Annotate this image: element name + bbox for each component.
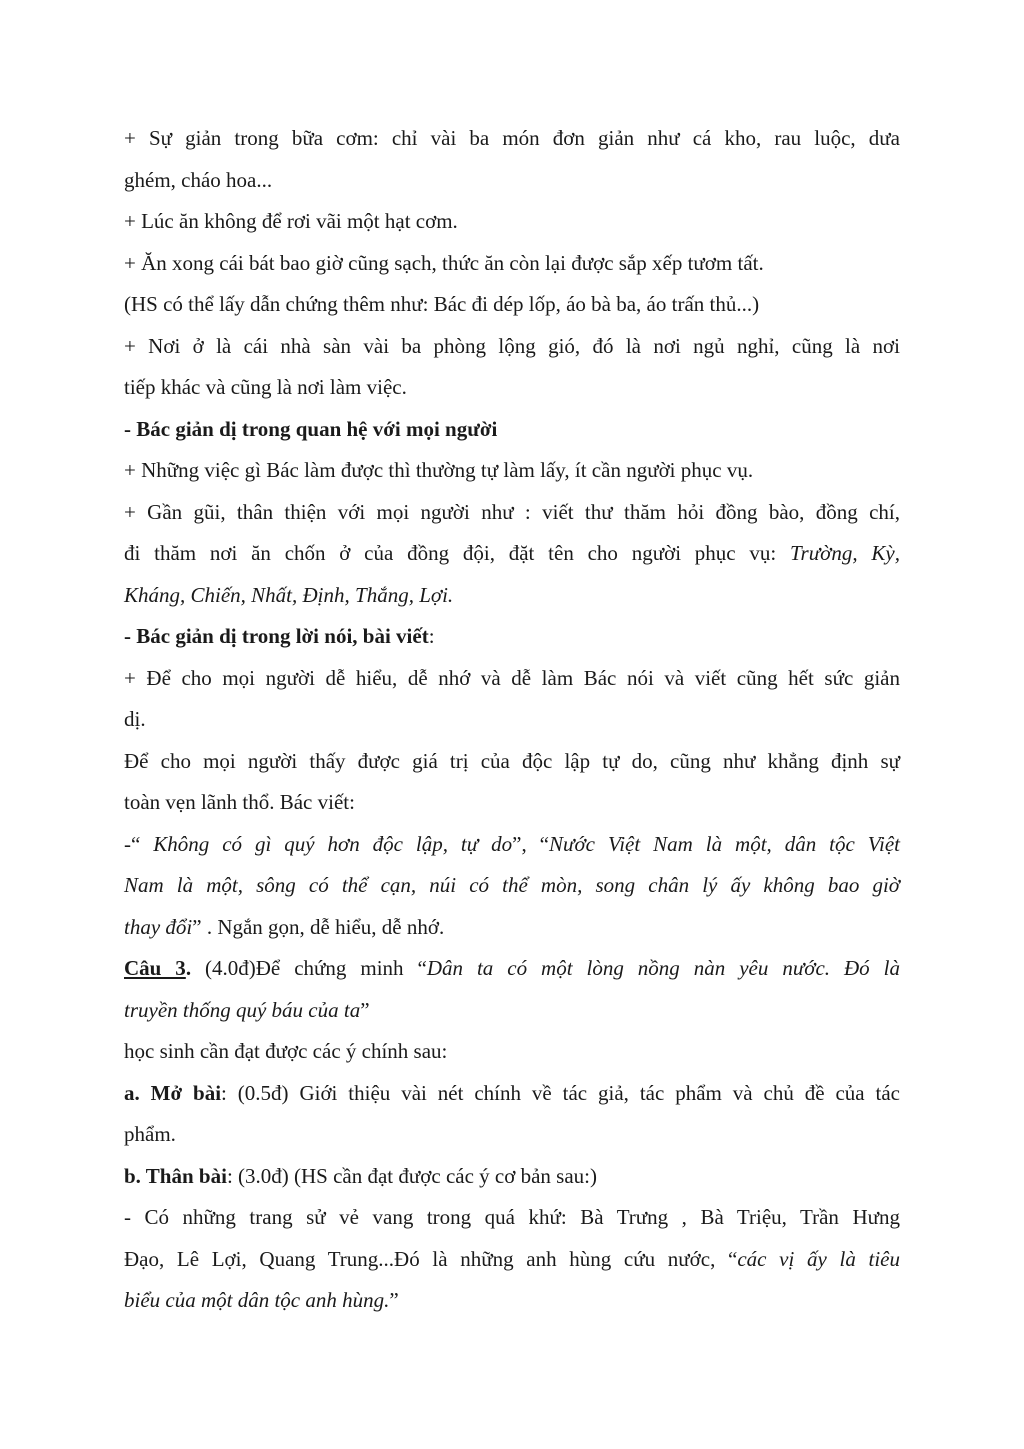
question-dot: . <box>185 956 192 980</box>
section-line <box>124 1156 900 1198</box>
text-line: dị. <box>124 707 146 731</box>
italic-segment: Dân ta có một lòng nồng nàn yêu nước. Đó là <box>426 956 900 980</box>
italic-segment: các vị ấy là tiêu <box>737 1246 900 1271</box>
text-segment: ” <box>360 997 370 1022</box>
text-line <box>124 533 900 575</box>
quote-line <box>124 907 900 949</box>
text-segment: : (3.0đ) (HS cần đạt được các ý cơ bản sau:) <box>226 1163 597 1188</box>
question-label: Câu 3 <box>124 956 186 980</box>
text-line: + Ăn xong cái bát bao giờ cũng sạch, thức ăn còn lại được sắp xếp tươm tất. <box>124 250 764 275</box>
section-heading: - Bác giản dị trong quan hệ với mọi người <box>124 416 498 441</box>
italic-line: Kháng, Chiến, Nhất, Định, Thắng, Lợi. <box>124 582 454 607</box>
italic-segment: Trường, Kỳ, <box>790 541 900 565</box>
quote-line <box>124 1280 900 1322</box>
italic-line: Nam là một, sông có thể cạn, núi có thể mòn, song chân lý ấy không bao giờ <box>124 873 900 897</box>
text-line: học sinh cần đạt được các ý chính sau: <box>124 1039 448 1063</box>
section-line <box>124 1073 900 1115</box>
section-heading-line <box>124 616 900 658</box>
text-line: toàn vẹn lãnh thổ. Bác viết: <box>124 790 355 814</box>
text-line: (HS có thể lấy dẫn chứng thêm như: Bác đi dép lốp, áo bà ba, áo trấn thủ...) <box>124 292 760 316</box>
section-label: a. Mở bài <box>124 1080 222 1105</box>
text-line: + Lúc ăn không để rơi vãi một hạt cơm. <box>124 209 458 233</box>
italic-segment: Nước Việt Nam là một, dân tộc Việt <box>549 831 901 856</box>
section-heading: - Bác giản dị trong lời nói, bài viết <box>124 624 429 648</box>
italic-segment: truyền thống quý báu của ta <box>124 997 361 1022</box>
text-line: - Có những trang sử vẻ vang trong quá khứ: Bà Trưng , Bà Triệu, Trần Hưng <box>124 1205 900 1229</box>
text-line: phẩm. <box>124 1122 176 1146</box>
text-segment: ” <box>389 1288 399 1312</box>
text-segment: ”, “ <box>512 831 550 856</box>
italic-segment: thay đổi <box>124 914 193 939</box>
text-line: + Những việc gì Bác làm được thì thường tự làm lấy, ít cần người phục vụ. <box>124 458 754 482</box>
text-line: Để cho mọi người thấy được giá trị của độc lập tự do, cũng như khẳng định sự <box>124 748 900 773</box>
text-segment: đi thăm nơi ăn chốn ở của đồng đội, đặt tên cho người phục vụ: <box>124 541 791 565</box>
text-segment: ” . Ngắn gọn, dễ hiểu, dễ nhớ. <box>192 914 445 939</box>
text-line: + Để cho mọi người dễ hiểu, dễ nhớ và dễ làm Bác nói và viết cũng hết sức giản <box>124 665 900 690</box>
document-page <box>124 118 900 1322</box>
text-segment: : (0.5đ) Giới thiệu vài nét chính về tác giả, tác phẩm và chủ đề của tác <box>221 1080 900 1105</box>
text-line: tiếp khác và cũng là nơi làm việc. <box>124 375 407 399</box>
text-segment: (4.0đ)Để chứng minh “ <box>191 956 427 980</box>
quote-line <box>124 824 900 866</box>
text-segment: : <box>428 624 435 648</box>
italic-segment: biểu của một dân tộc anh hùng. <box>124 1288 390 1312</box>
text-segment: Đạo, Lê Lợi, Quang Trung...Đó là những anh hùng cứu nước, “ <box>124 1246 738 1271</box>
section-label: b. Thân bài <box>124 1163 227 1188</box>
italic-segment: Không có gì quý hơn độc lập, tự do <box>153 831 513 856</box>
text-line <box>124 1239 900 1281</box>
text-line: + Nơi ở là cái nhà sàn vài ba phòng lộng gió, đó là nơi ngủ nghỉ, cũng là nơi <box>124 333 900 358</box>
text-segment: -“ <box>124 831 154 856</box>
text-line: ghém, cháo hoa... <box>124 167 273 192</box>
question-line <box>124 948 900 990</box>
text-line: + Gần gũi, thân thiện với mọi người như : viết thư thăm hỏi đồng bào, đồng chí, <box>124 499 900 524</box>
quote-line <box>124 990 900 1032</box>
text-line: + Sự giản trong bữa cơm: chỉ vài ba món đơn giản như cá kho, rau luộc, dưa <box>124 126 900 150</box>
